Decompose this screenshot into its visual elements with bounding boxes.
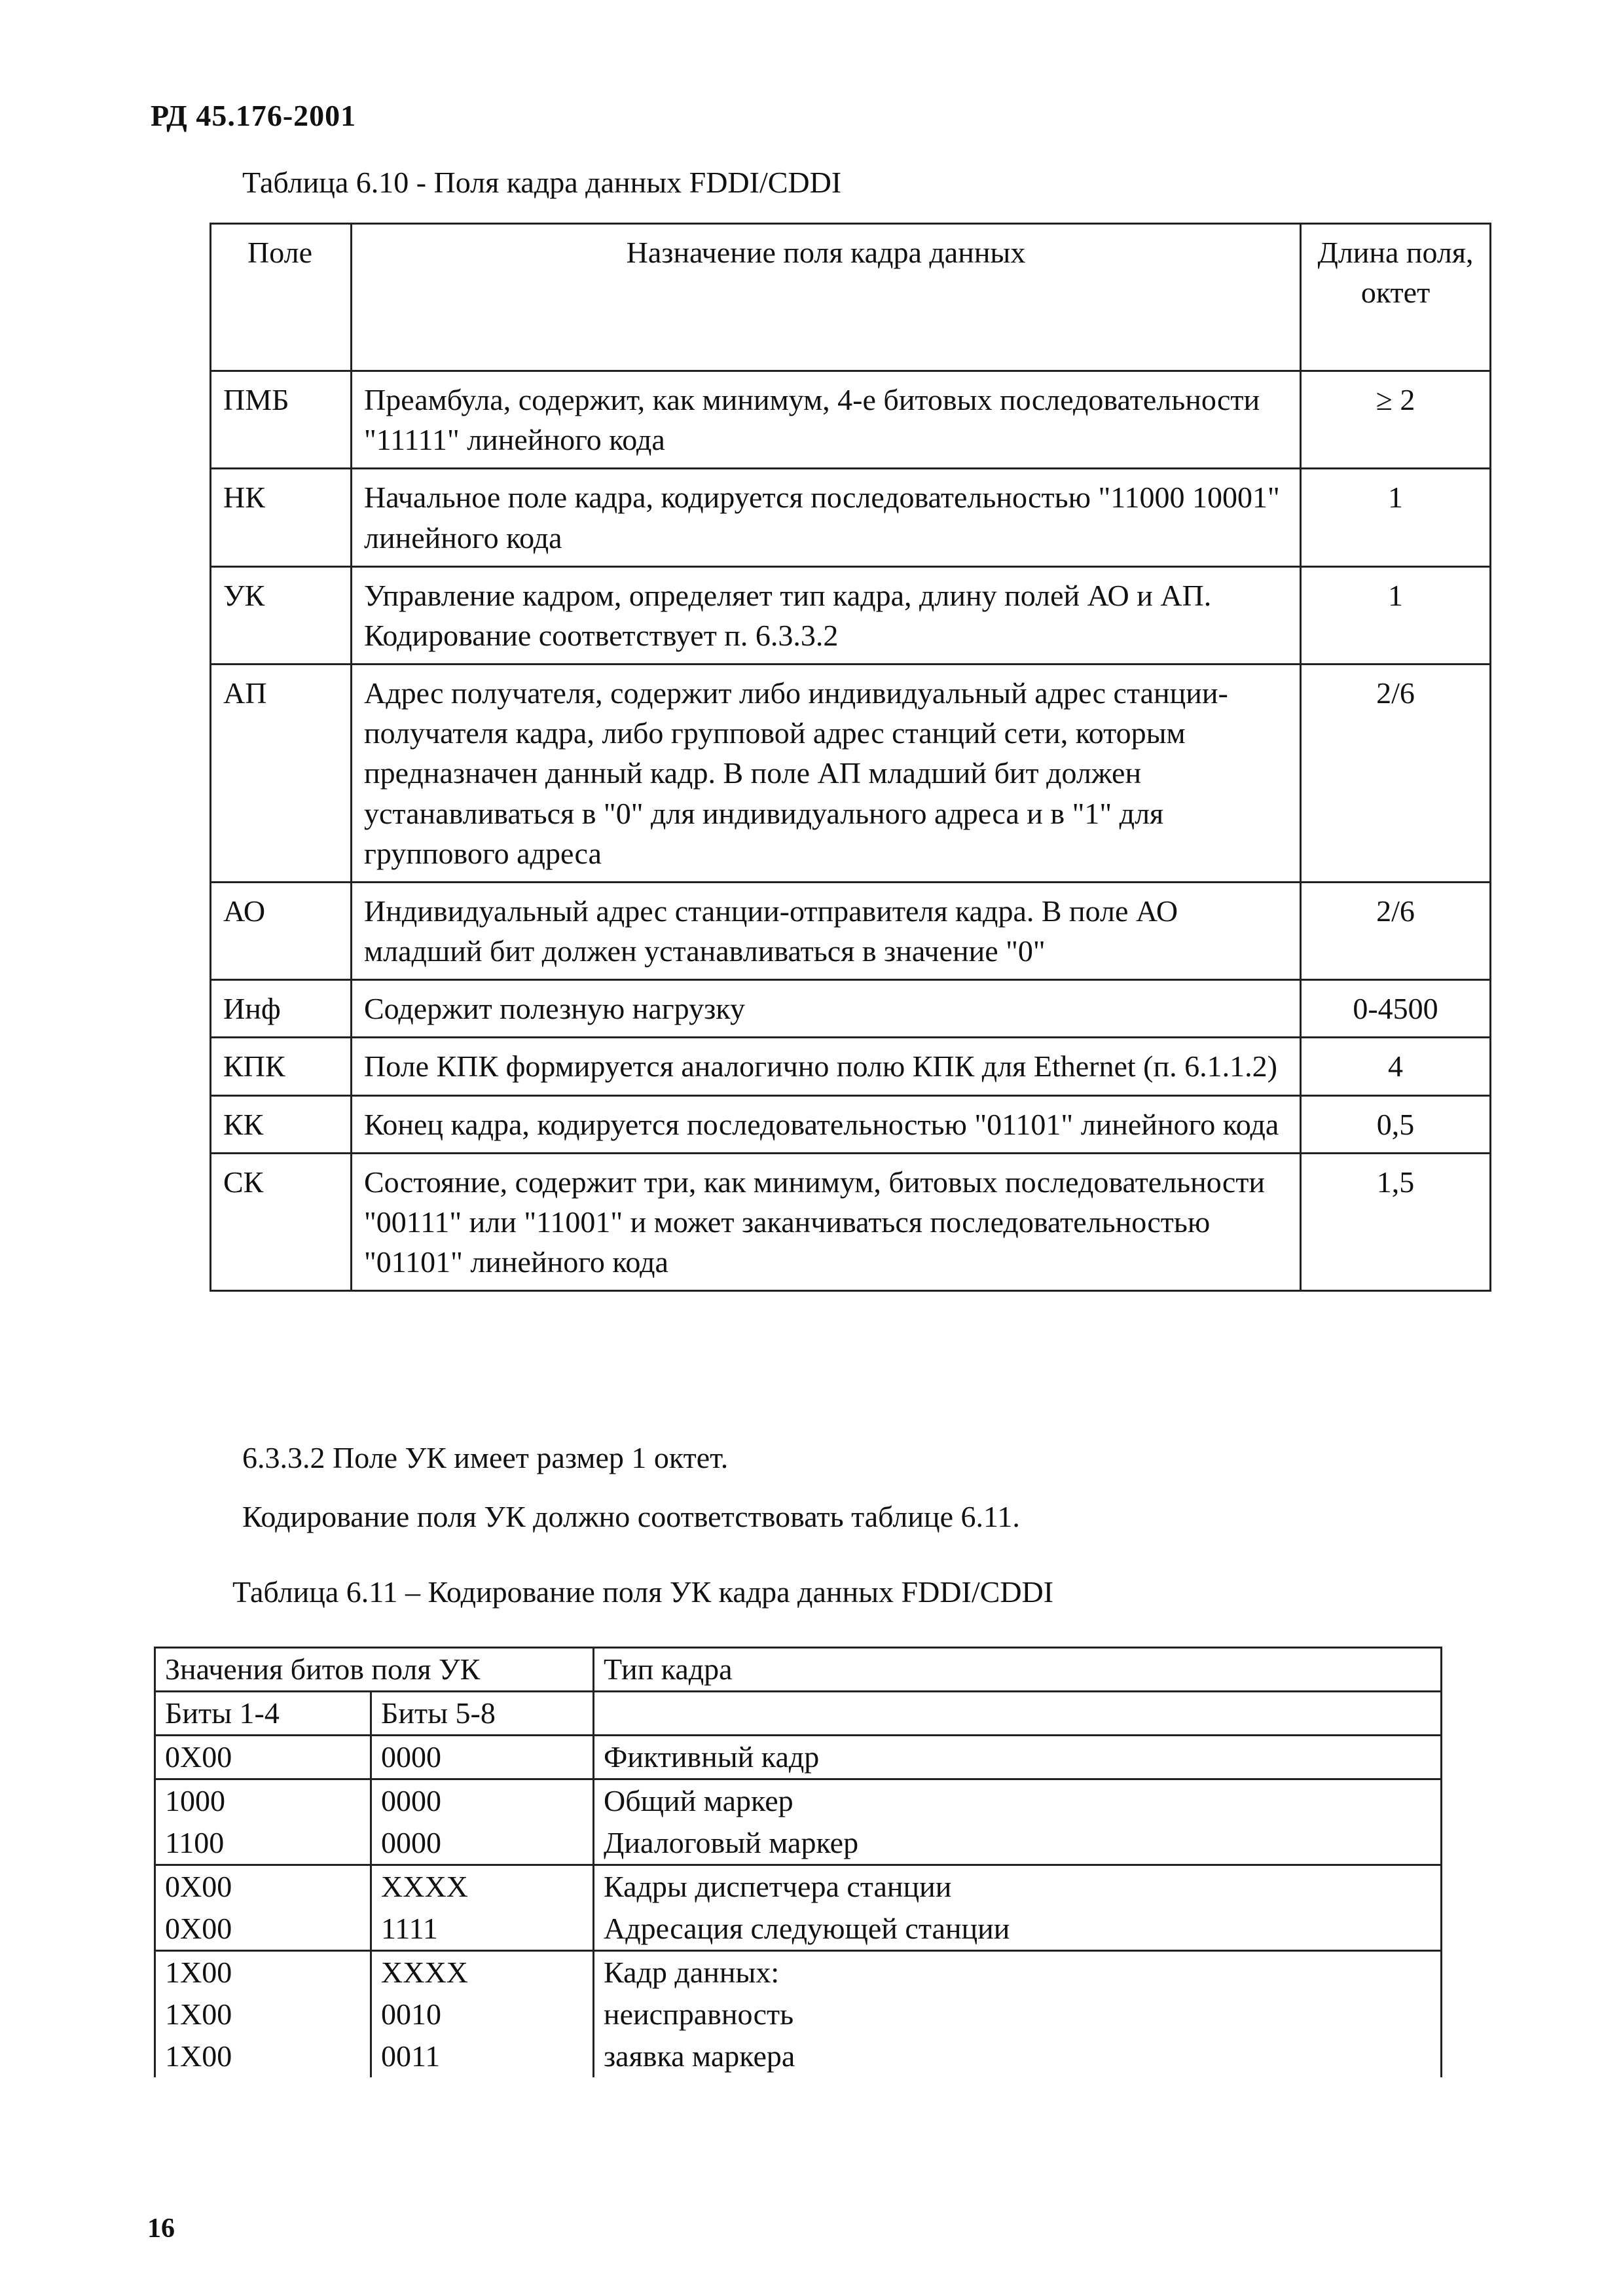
field-length: 1 <box>1301 469 1491 566</box>
field-purpose: Поле КПК формируется аналогично полю КПК для Ethernet (п. 6.1.1.2) <box>352 1038 1301 1095</box>
header-bit-values: Значения битов поля УК <box>155 1648 594 1692</box>
field-name: УК <box>211 566 352 664</box>
field-purpose: Состояние, содержит три, как минимум, битовых последовательности "00111" или "11001" и может заканчиваться последовательностью "01101" линейного кода <box>352 1153 1301 1291</box>
field-length: 2/6 <box>1301 882 1491 979</box>
bits-1-4: 0X00 <box>155 1865 371 1908</box>
field-length: 1,5 <box>1301 1153 1491 1291</box>
frame-type: Адресация следующей станции <box>594 1908 1442 1951</box>
frame-type: Диалоговый маркер <box>594 1822 1442 1865</box>
table-header-row <box>155 1648 1442 1692</box>
table-6-10-caption: Таблица 6.10 - Поля кадра данных FDDI/CDDI <box>242 166 842 199</box>
field-purpose: Индивидуальный адрес станции-отправителя кадра. В поле АО младший бит должен устанавливаться в значение "0" <box>352 882 1301 979</box>
field-purpose: Адрес получателя, содержит либо индивидуальный адрес станции-получателя кадра, либо групповой адрес станций сети, которым предназначен данный кадр. В поле АП младший бит должен устанавливаться в "0" для индивидуального адреса и в "1" для группового адреса <box>352 665 1301 883</box>
field-purpose: Преамбула, содержит, как минимум, 4-е битовых последовательности "11111" линейного кода <box>352 371 1301 469</box>
field-name: НК <box>211 469 352 566</box>
table-row <box>211 1095 1491 1153</box>
field-name: СК <box>211 1153 352 1291</box>
paragraph-encoding-ref: Кодирование поля УК должно соответствовать таблице 6.11. <box>242 1500 1020 1533</box>
frame-type: Общий маркер <box>594 1779 1442 1823</box>
table-row <box>155 1951 1442 1994</box>
bits-1-4: 1X00 <box>155 1994 371 2035</box>
table-row <box>211 371 1491 469</box>
table-row <box>155 1994 1442 2035</box>
table-row <box>155 1822 1442 1865</box>
subheader-empty <box>594 1692 1442 1736</box>
bits-5-8: XXXX <box>371 1951 594 1994</box>
table-row <box>155 1865 1442 1908</box>
table-row <box>211 566 1491 664</box>
field-name: КК <box>211 1095 352 1153</box>
table-6-10 <box>210 223 1491 1292</box>
field-name: Инф <box>211 980 352 1038</box>
field-length: 4 <box>1301 1038 1491 1095</box>
table-row <box>211 882 1491 979</box>
table-row <box>211 980 1491 1038</box>
field-name: АО <box>211 882 352 979</box>
frame-type: неисправность <box>594 1994 1442 2035</box>
document-code: РД 45.176-2001 <box>151 99 357 132</box>
field-length: ≥ 2 <box>1301 371 1491 469</box>
frame-type: Фиктивный кадр <box>594 1736 1442 1779</box>
header-purpose: Назначение поля кадра данных <box>352 224 1301 371</box>
field-length: 0-4500 <box>1301 980 1491 1038</box>
bits-1-4: 1000 <box>155 1779 371 1823</box>
bits-5-8: 0000 <box>371 1822 594 1865</box>
bits-1-4: 1X00 <box>155 1951 371 1994</box>
field-name: ПМБ <box>211 371 352 469</box>
table-row <box>211 1153 1491 1291</box>
page-number: 16 <box>147 2214 175 2244</box>
table-row <box>155 1908 1442 1951</box>
field-name: КПК <box>211 1038 352 1095</box>
bits-5-8: 1111 <box>371 1908 594 1951</box>
header-field: Поле <box>211 224 352 371</box>
field-length: 1 <box>1301 566 1491 664</box>
bits-5-8: 0011 <box>371 2035 594 2077</box>
table-header-row <box>211 224 1491 371</box>
field-purpose: Содержит полезную нагрузку <box>352 980 1301 1038</box>
bits-1-4: 1100 <box>155 1822 371 1865</box>
header-frame-type: Тип кадра <box>594 1648 1442 1692</box>
table-subheader-row <box>155 1692 1442 1736</box>
bits-1-4: 1X00 <box>155 2035 371 2077</box>
field-length: 0,5 <box>1301 1095 1491 1153</box>
field-length: 2/6 <box>1301 665 1491 883</box>
table-row <box>155 1779 1442 1823</box>
paragraph-6-3-3-2: 6.3.3.2 Поле УК имеет размер 1 октет. <box>242 1441 729 1474</box>
table-row <box>211 1038 1491 1095</box>
frame-type: Кадры диспетчера станции <box>594 1865 1442 1908</box>
field-purpose: Начальное поле кадра, кодируется последовательностью "11000 10001" линейного кода <box>352 469 1301 566</box>
frame-type: Кадр данных: <box>594 1951 1442 1994</box>
subheader-bits-1-4: Биты 1-4 <box>155 1692 371 1736</box>
bits-1-4: 0X00 <box>155 1736 371 1779</box>
bits-1-4: 0X00 <box>155 1908 371 1951</box>
table-row <box>155 2035 1442 2077</box>
table-row <box>211 469 1491 566</box>
table-6-11 <box>154 1647 1442 2077</box>
field-purpose: Управление кадром, определяет тип кадра, длину полей АО и АП. Кодирование соответствует п. 6.3.3.2 <box>352 566 1301 664</box>
bits-5-8: 0000 <box>371 1779 594 1823</box>
table-row <box>211 665 1491 883</box>
bits-5-8: 0010 <box>371 1994 594 2035</box>
subheader-bits-5-8: Биты 5-8 <box>371 1692 594 1736</box>
field-purpose: Конец кадра, кодируется последовательностью "01101" линейного кода <box>352 1095 1301 1153</box>
field-name: АП <box>211 665 352 883</box>
table-6-11-caption: Таблица 6.11 – Кодирование поля УК кадра данных FDDI/CDDI <box>232 1575 1054 1609</box>
table-row <box>155 1736 1442 1779</box>
bits-5-8: 0000 <box>371 1736 594 1779</box>
header-length: Длина поля, октет <box>1301 224 1491 371</box>
bits-5-8: XXXX <box>371 1865 594 1908</box>
frame-type: заявка маркера <box>594 2035 1442 2077</box>
